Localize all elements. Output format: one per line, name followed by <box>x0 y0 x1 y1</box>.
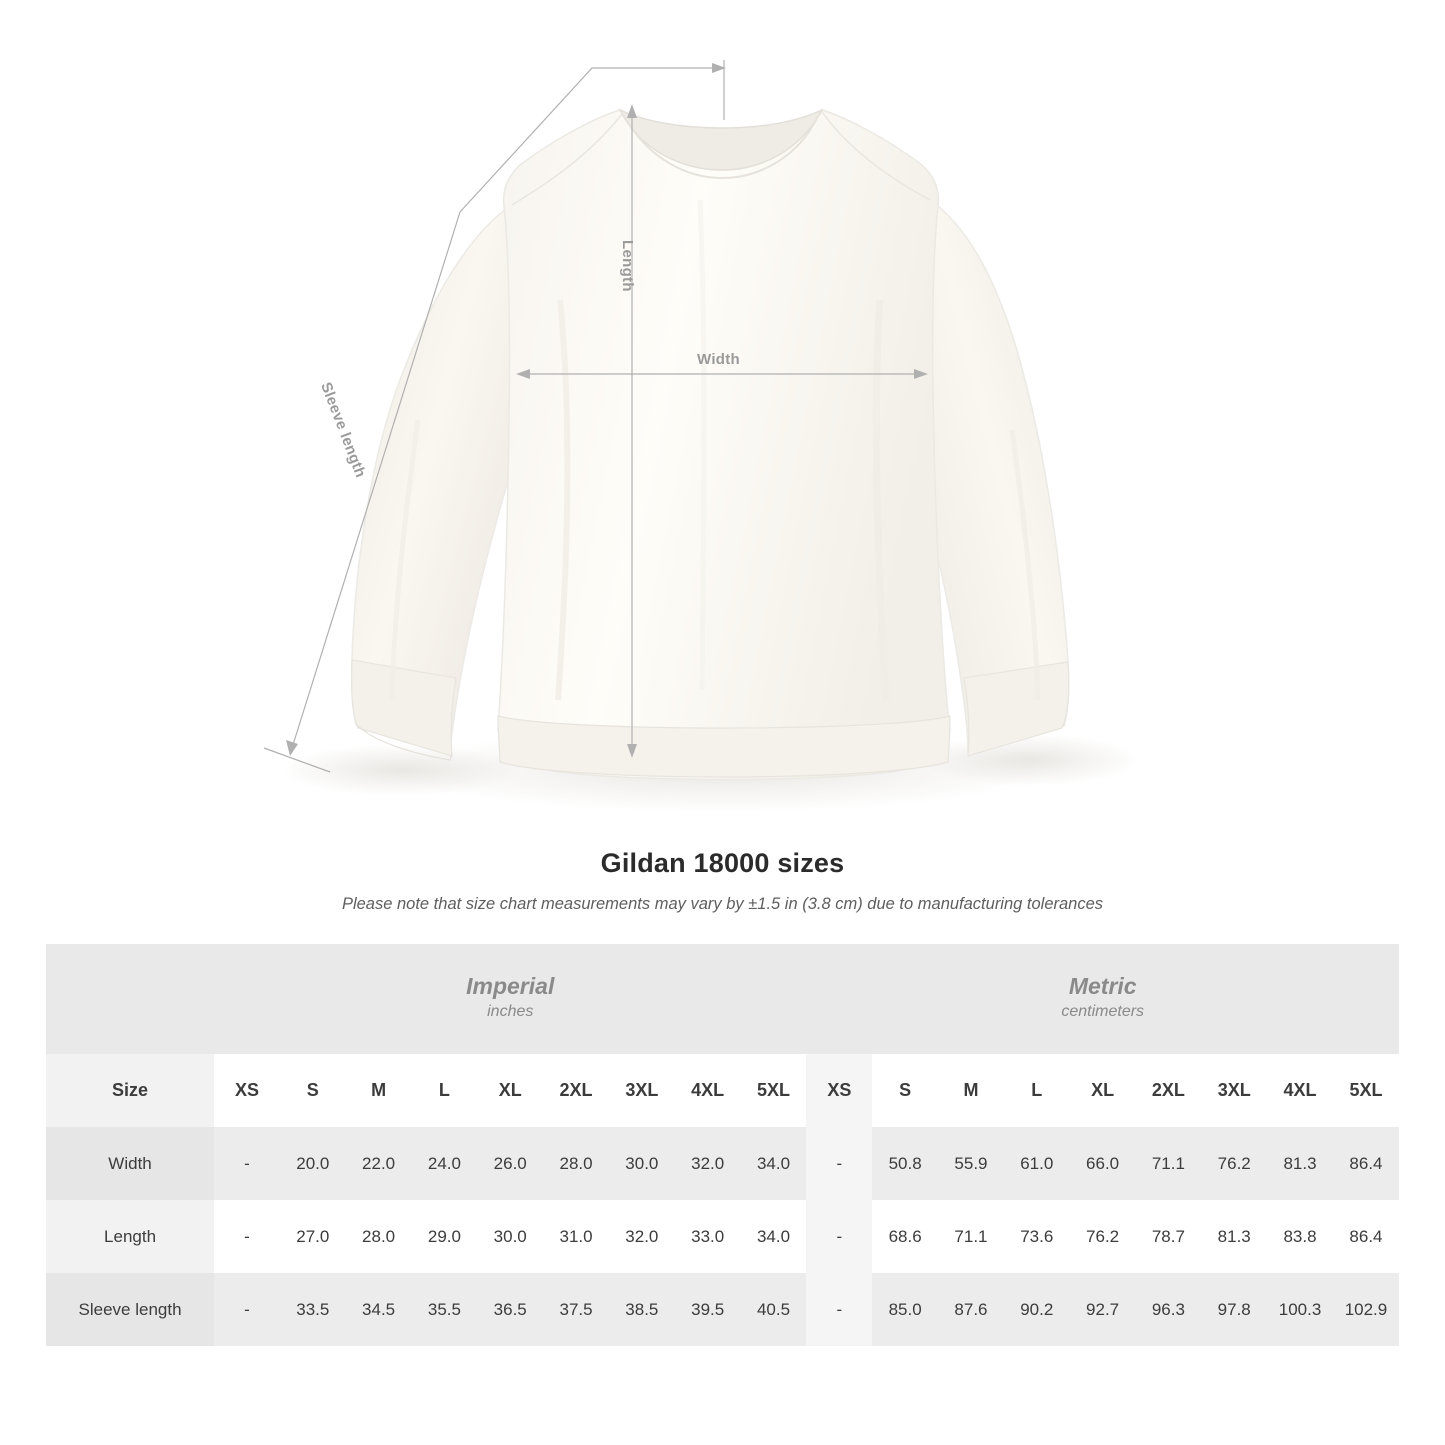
size-header-cell: M <box>346 1054 412 1127</box>
size-header-cell: XL <box>477 1054 543 1127</box>
measurement-cell: 37.5 <box>543 1273 609 1346</box>
size-header-cell: XS <box>214 1054 280 1127</box>
measurement-cell: 86.4 <box>1333 1200 1399 1273</box>
measurement-cell: - <box>214 1273 280 1346</box>
measurement-cell: 100.3 <box>1267 1273 1333 1346</box>
measurement-cell: 32.0 <box>609 1200 675 1273</box>
size-header-cell: 2XL <box>543 1054 609 1127</box>
tolerance-note: Please note that size chart measurements may vary by ±1.5 in (3.8 cm) due to manufacturing tolerances <box>341 895 1104 913</box>
size-header-cell: 5XL <box>1333 1054 1399 1127</box>
size-header-cell: 3XL <box>609 1054 675 1127</box>
size-header-cell: 4XL <box>1267 1054 1333 1127</box>
table-row <box>46 1127 1399 1200</box>
page-title: Gildan 18000 sizes <box>600 848 845 878</box>
measurement-cell: 28.0 <box>543 1127 609 1200</box>
measurement-cell: 39.5 <box>675 1273 741 1346</box>
measurement-cell: 29.0 <box>412 1200 478 1273</box>
unit-group-unit: centimeters <box>1061 1003 1145 1021</box>
measurement-cell: 55.9 <box>938 1127 1004 1200</box>
size-header-cell: 5XL <box>741 1054 807 1127</box>
length-measure-label: Length <box>619 240 636 292</box>
size-header-cell: S <box>280 1054 346 1127</box>
measurement-cell: 28.0 <box>346 1200 412 1273</box>
table-row <box>46 1200 1399 1273</box>
size-header-row <box>46 1054 1399 1127</box>
size-header-cell: S <box>872 1054 938 1127</box>
measurement-cell: 71.1 <box>1135 1127 1201 1200</box>
measurement-cell: 83.8 <box>1267 1200 1333 1273</box>
unit-group-imperial <box>214 944 806 1054</box>
measurement-cell: 76.2 <box>1201 1127 1267 1200</box>
size-table-wrap <box>46 944 1399 1346</box>
measurement-cell: 38.5 <box>609 1273 675 1346</box>
unit-header-corner <box>46 944 214 1054</box>
measurement-cell: 30.0 <box>609 1127 675 1200</box>
row-label: Length <box>46 1200 214 1273</box>
measurement-cell: 81.3 <box>1201 1200 1267 1273</box>
measurement-cell: 81.3 <box>1267 1127 1333 1200</box>
measurement-cell: 90.2 <box>1004 1273 1070 1346</box>
measurement-cell: 34.0 <box>741 1127 807 1200</box>
measurement-cell: 24.0 <box>412 1127 478 1200</box>
measurement-cell: 26.0 <box>477 1127 543 1200</box>
unit-group-metric <box>806 944 1399 1054</box>
measurement-cell: 78.7 <box>1135 1200 1201 1273</box>
size-table <box>46 944 1399 1346</box>
row-label: Width <box>46 1127 214 1200</box>
measurement-cell: 71.1 <box>938 1200 1004 1273</box>
width-measure-label: Width <box>697 351 741 368</box>
size-header-cell: XL <box>1070 1054 1136 1127</box>
measurement-cell: 66.0 <box>1070 1127 1136 1200</box>
measurement-cell: 34.0 <box>741 1200 807 1273</box>
measurement-cell: 35.5 <box>412 1273 478 1346</box>
measurement-cell: 22.0 <box>346 1127 412 1200</box>
unit-group-name: Imperial <box>466 972 555 999</box>
size-header-cell: L <box>1004 1054 1070 1127</box>
measurement-cell: 97.8 <box>1201 1273 1267 1346</box>
measurement-cell: 32.0 <box>675 1127 741 1200</box>
measurement-cell: 87.6 <box>938 1273 1004 1346</box>
measurement-cell: - <box>806 1273 872 1346</box>
measurement-cell: 76.2 <box>1070 1200 1136 1273</box>
measurement-cell: 31.0 <box>543 1200 609 1273</box>
measurement-cell: 30.0 <box>477 1200 543 1273</box>
measurement-cell: 40.5 <box>741 1273 807 1346</box>
measurement-cell: 27.0 <box>280 1200 346 1273</box>
measurement-cell: 86.4 <box>1333 1127 1399 1200</box>
measurement-cell: 92.7 <box>1070 1273 1136 1346</box>
measurement-cell: 20.0 <box>280 1127 346 1200</box>
row-label: Sleeve length <box>46 1273 214 1346</box>
measurement-cell: 73.6 <box>1004 1200 1070 1273</box>
unit-group-unit: inches <box>487 1003 534 1021</box>
measurement-cell: 96.3 <box>1135 1273 1201 1346</box>
size-header-label: Size <box>46 1054 214 1127</box>
measurement-cell: 50.8 <box>872 1127 938 1200</box>
measurement-cell: - <box>806 1127 872 1200</box>
measurement-cell: - <box>214 1200 280 1273</box>
size-header-cell: 3XL <box>1201 1054 1267 1127</box>
measurement-cell: 33.5 <box>280 1273 346 1346</box>
measurement-cell: 34.5 <box>346 1273 412 1346</box>
measurement-cell: - <box>214 1127 280 1200</box>
unit-group-name: Metric <box>1068 972 1137 999</box>
title-block <box>0 848 1445 914</box>
size-header-cell: 4XL <box>675 1054 741 1127</box>
measurement-cell: 68.6 <box>872 1200 938 1273</box>
sleeve-length-measure-label: Sleeve length <box>317 380 370 481</box>
size-header-cell: M <box>938 1054 1004 1127</box>
size-header-cell: XS <box>806 1054 872 1127</box>
measurement-cell: - <box>806 1200 872 1273</box>
size-header-cell: L <box>412 1054 478 1127</box>
size-header-cell: 2XL <box>1135 1054 1201 1127</box>
measurement-cell: 85.0 <box>872 1273 938 1346</box>
measurement-cell: 61.0 <box>1004 1127 1070 1200</box>
measurement-cell: 33.0 <box>675 1200 741 1273</box>
measurement-cell: 102.9 <box>1333 1273 1399 1346</box>
measurement-cell: 36.5 <box>477 1273 543 1346</box>
table-row <box>46 1273 1399 1346</box>
unit-header-row <box>46 944 1399 1054</box>
